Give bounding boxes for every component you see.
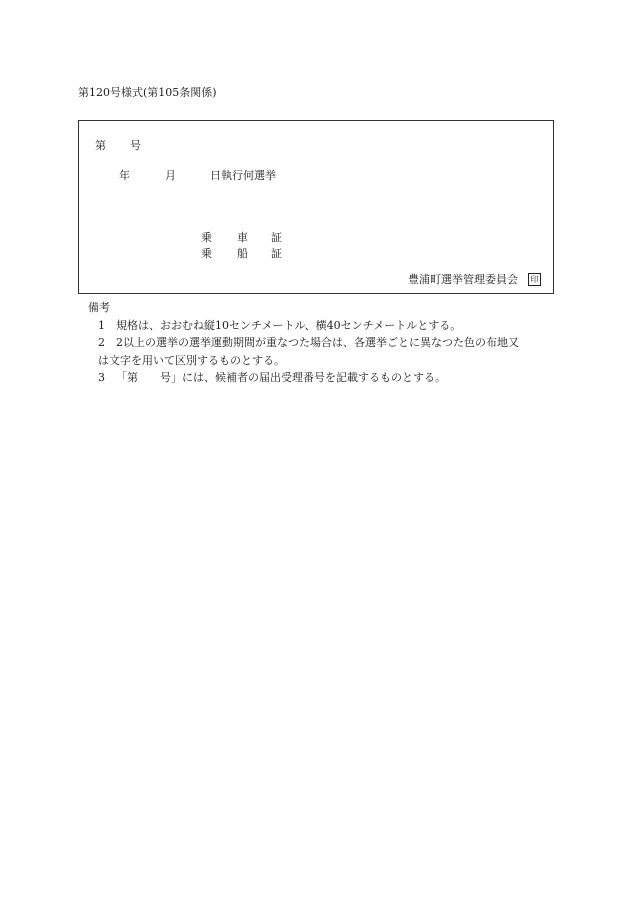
note-text-2: 2以上の選挙の選挙運動期間が重なつた場合は、各選挙ごとに異なつた色の布地又 [116, 336, 519, 349]
form-box [78, 120, 554, 294]
seal-icon: 印 [528, 273, 541, 286]
note-num-1: 1 [98, 318, 105, 332]
number-suffix: 号 [130, 139, 141, 152]
note-text-3: 「第 号」には、候補者の届出受理番号を記載するものとする。 [116, 371, 446, 384]
issuer-name: 豊浦町選挙管理委員会 [408, 273, 518, 286]
note-item-3 [88, 369, 519, 387]
boarding-pass-ship-title [201, 245, 282, 261]
date-month: 月 [165, 169, 176, 182]
note-item-1 [88, 317, 519, 335]
date-day-election: 日執行何選挙 [210, 169, 276, 182]
number-line [95, 137, 141, 153]
form-title: 第120号様式(第105条関係) [78, 86, 217, 99]
pass-ship-char-2: 船 [237, 247, 248, 260]
pass-ship-char-3: 証 [271, 247, 282, 260]
number-prefix: 第 [95, 139, 106, 152]
pass-ship-char-1: 乗 [201, 247, 212, 260]
pass-car-char-3: 証 [271, 231, 282, 244]
note-text-1: 規格は、おおむね縦10センチメートル、横40センチメートルとする。 [116, 318, 462, 332]
issuer-line [408, 271, 541, 287]
note-text-2-continuation: は文字を用いて区別するものとする。 [98, 353, 285, 367]
notes-section [88, 299, 519, 387]
pass-car-char-1: 乗 [201, 231, 212, 244]
boarding-pass-car-title [201, 229, 282, 245]
note-num-2: 2 [98, 336, 105, 349]
date-year: 年 [119, 169, 130, 182]
note-item-2 [88, 334, 519, 352]
pass-car-char-2: 車 [237, 231, 248, 244]
note-num-3: 3 [98, 371, 105, 384]
notes-heading: 備考 [88, 301, 110, 314]
date-line [119, 167, 276, 183]
